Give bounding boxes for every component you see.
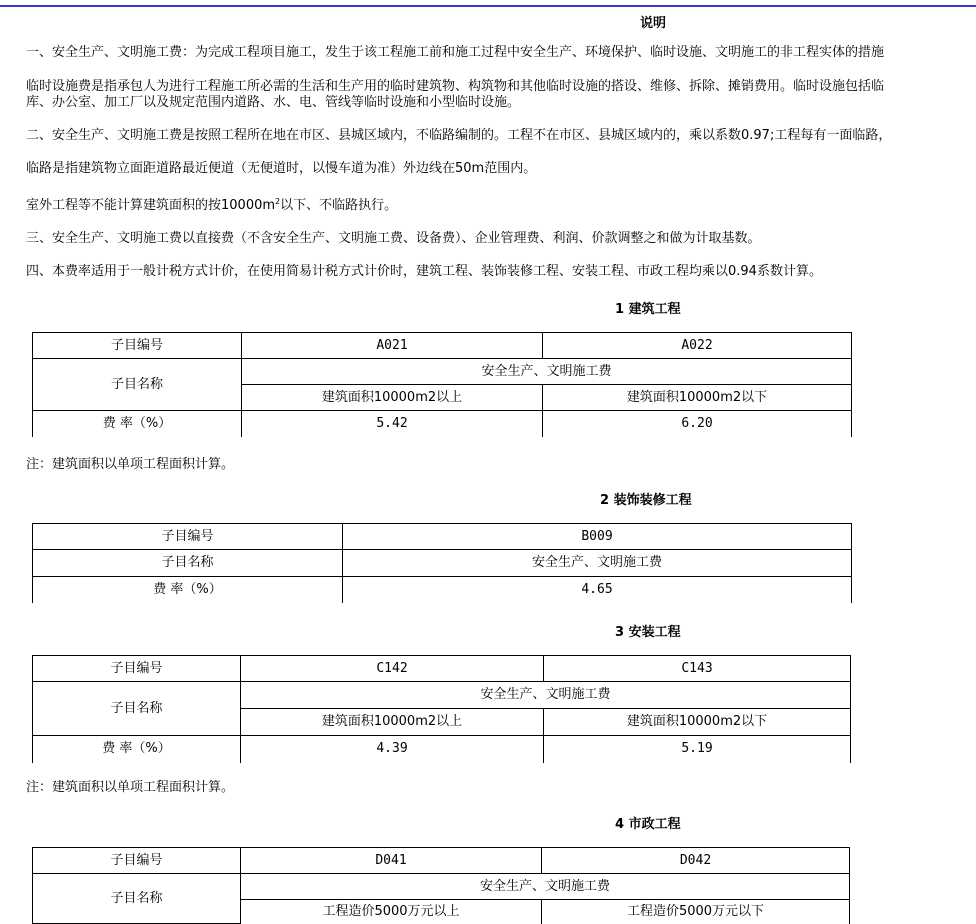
fee-name-cell: 安全生产、文明施工费 (241, 874, 850, 900)
sub-name-cell: 建筑面积10000m2以上 (241, 709, 544, 736)
code-cell: D041 (241, 848, 542, 874)
code-cell: A021 (242, 333, 543, 359)
sub-name-cell: 建筑面积10000m2以上 (242, 385, 543, 411)
fee-name-cell: 安全生产、文明施工费 (241, 682, 851, 709)
section-1-note: 注：建筑面积以单项工程面积计算。 (26, 457, 235, 472)
paragraph-3: 三、安全生产、文明施工费以直接费（不含安全生产、文明施工费、设备费）、企业管理费、利润、价款调整之和做为计取基数。 (26, 231, 761, 246)
rate-cell: 5.42 (242, 411, 543, 437)
code-label: 子目编号 (33, 656, 241, 682)
fee-name-cell: 安全生产、文明施工费 (343, 550, 852, 577)
sub-name-cell: 工程造价5000万元以上 (241, 900, 542, 924)
top-border-line (0, 5, 976, 7)
code-label: 子目编号 (33, 524, 343, 550)
section-2-heading: 2 装饰装修工程 (600, 493, 692, 508)
rate-cell: 4.39 (241, 736, 544, 763)
section-1-heading: 1 建筑工程 (615, 302, 681, 317)
sub-name-cell: 建筑面积10000m2以下 (543, 385, 852, 411)
section-3-table (32, 655, 851, 763)
rate-label: 费 率（%） (33, 411, 242, 437)
code-label: 子目编号 (33, 848, 241, 874)
sub-name-cell: 建筑面积10000m2以下 (544, 709, 851, 736)
name-label: 子目名称 (33, 682, 241, 736)
section-1-table (32, 332, 852, 437)
code-label: 子目编号 (33, 333, 242, 359)
fee-name-cell: 安全生产、文明施工费 (242, 359, 852, 385)
name-label: 子目名称 (33, 550, 343, 577)
rate-cell: 6.20 (543, 411, 852, 437)
paragraph-1-line-2: 临时设施费是指承包人为进行工程施工所必需的生活和生产用的临时建筑物、构筑物和其他临时设施的搭设、维修、拆除、摊销费用。临时设施包括临 (26, 79, 885, 94)
paragraph-4: 四、本费率适用于一般计税方式计价，在使用简易计税方式计价时，建筑工程、装饰装修工程、安装工程、市政工程均乘以0.94系数计算。 (26, 264, 822, 279)
name-label: 子目名称 (33, 874, 241, 924)
name-label: 子目名称 (33, 359, 242, 411)
section-3-heading: 3 安装工程 (615, 625, 681, 640)
section-4-heading: 4 市政工程 (615, 817, 681, 832)
rate-label: 费 率（%） (33, 736, 241, 763)
code-cell: A022 (543, 333, 852, 359)
section-4-table (32, 847, 850, 924)
paragraph-2-line-1: 二、安全生产、文明施工费是按照工程所在地在市区、县城区域内，不临路编制的。工程不在市区、县城区域内的，乘以系数0.97;工程每有一面临路， (26, 128, 892, 143)
code-cell: C143 (544, 656, 851, 682)
rate-label: 费 率（%） (33, 577, 343, 603)
sub-name-cell: 工程造价5000万元以下 (542, 900, 850, 924)
code-cell: D042 (542, 848, 850, 874)
rate-cell: 5.19 (544, 736, 851, 763)
paragraph-1-line-1: 一、安全生产、文明施工费：为完成工程项目施工，发生于该工程施工前和施工过程中安全生产、环境保护、临时设施、文明施工的非工程实体的措施 (26, 45, 885, 60)
page-title: 说明 (640, 16, 667, 31)
section-3-note: 注：建筑面积以单项工程面积计算。 (26, 780, 235, 795)
rate-cell: 4.65 (343, 577, 852, 603)
code-cell: C142 (241, 656, 544, 682)
paragraph-2-line-3: 室外工程等不能计算建筑面积的按$10000m^2$以下、不临路执行。 (26, 197, 398, 213)
paragraph-1-line-3: 库、办公室、加工厂以及规定范围内道路、水、电、管线等临时设施和小型临时设施。 (26, 95, 521, 110)
section-2-table (32, 523, 852, 603)
paragraph-2-line-2: 临路是指建筑物立面距道路最近便道（无便道时，以慢车道为准）外边线在50m范围内。 (26, 161, 537, 176)
code-cell: B009 (343, 524, 852, 550)
